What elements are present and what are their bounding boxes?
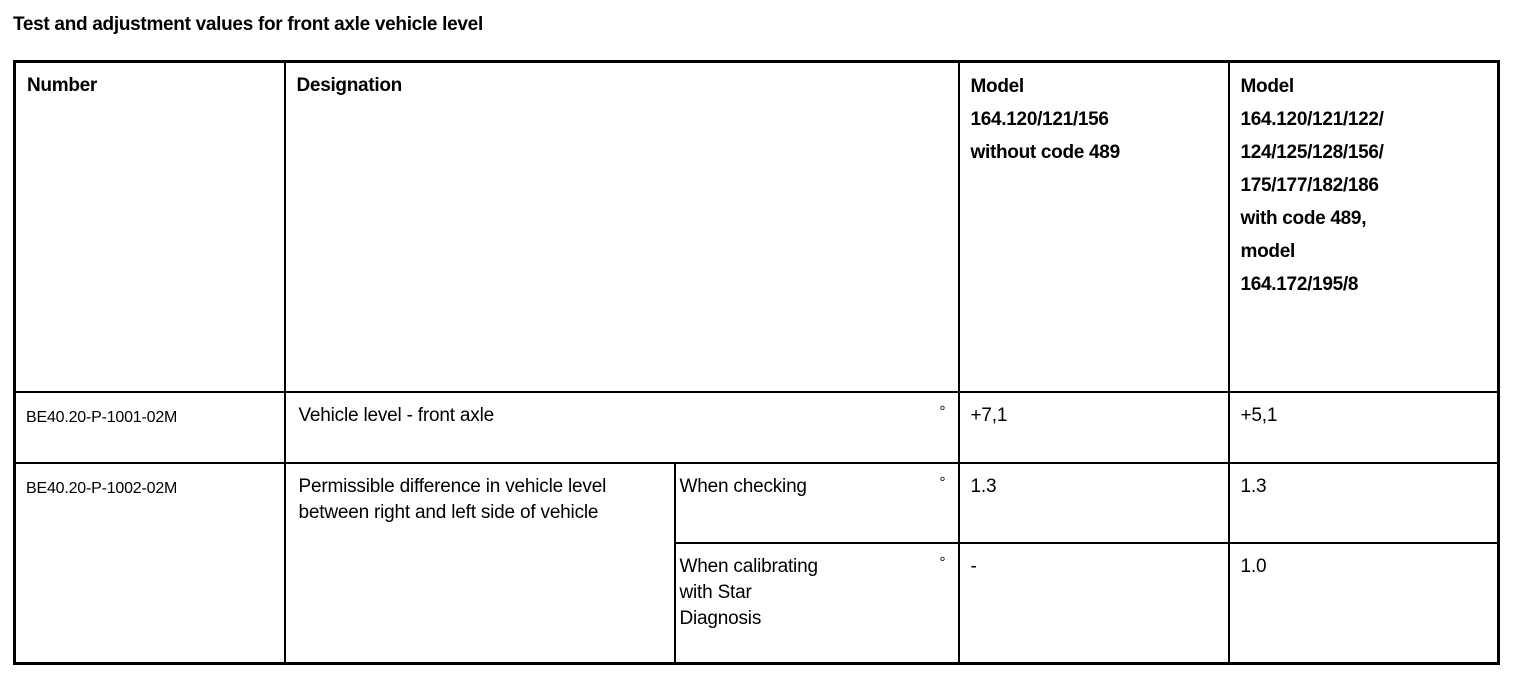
header-designation <box>285 62 959 392</box>
row-condition-cell <box>675 463 959 543</box>
header-designation-label: Designation <box>296 75 402 96</box>
row-model-1-value-cell <box>959 463 1229 543</box>
row-model-2-value: 1.3 <box>1240 475 1267 497</box>
document-title: Test and adjustment values for front axle vehicle level <box>13 14 483 35</box>
row-model-1-value-cell <box>959 392 1229 463</box>
row-number-cell <box>15 392 285 463</box>
header-model-1-line: without code 489 <box>970 142 1120 163</box>
row-model-1-value-cell <box>959 543 1229 664</box>
header-model-2-line: with code 489, <box>1240 208 1367 229</box>
header-model-2-line: 175/177/182/186 <box>1240 175 1379 196</box>
row-condition-cell <box>675 543 959 664</box>
row-model-2-value-cell <box>1229 463 1499 543</box>
table-row <box>15 392 1499 463</box>
header-model-2-line: 164.172/195/8 <box>1240 274 1359 295</box>
header-model-2-line: Model <box>1240 76 1294 97</box>
row-designation: Vehicle level - front axle <box>298 404 494 426</box>
header-model-1 <box>959 62 1229 392</box>
header-number-label: Number <box>27 75 97 96</box>
row-model-2-value-cell <box>1229 392 1499 463</box>
row-model-2-value: 1.0 <box>1240 555 1267 577</box>
header-number <box>15 62 285 392</box>
row-model-1-value: +7,1 <box>970 404 1008 426</box>
table-row <box>15 463 1499 543</box>
unit-degree: ° <box>939 553 946 571</box>
row-number: BE40.20-P-1002-02M <box>26 479 178 497</box>
header-model-2 <box>1229 62 1499 392</box>
row-condition: When checking <box>679 475 807 497</box>
adjustment-values-table <box>13 60 1500 665</box>
row-condition-line: When calibrating <box>679 555 818 577</box>
row-designation-cell <box>285 463 675 664</box>
row-model-1-value: 1.3 <box>970 475 997 497</box>
header-model-2-line: model <box>1240 241 1295 262</box>
header-model-2-line: 164.120/121/122/ <box>1240 109 1384 130</box>
row-designation-line: Permissible difference in vehicle level <box>298 475 607 497</box>
row-condition-line: Diagnosis <box>679 607 762 629</box>
row-designation-cell <box>285 392 959 463</box>
row-model-1-value: - <box>970 555 977 577</box>
row-designation-line: between right and left side of vehicle <box>298 501 599 523</box>
header-model-1-line: 164.120/121/156 <box>970 109 1109 130</box>
row-model-2-value: +5,1 <box>1240 404 1278 426</box>
table-header-row <box>15 62 1499 392</box>
row-condition-line: with Star <box>679 581 752 603</box>
row-number: BE40.20-P-1001-02M <box>26 408 178 426</box>
row-model-2-value-cell <box>1229 543 1499 664</box>
header-model-1-line: Model <box>970 76 1024 97</box>
header-model-2-line: 124/125/128/156/ <box>1240 142 1384 163</box>
row-number-cell <box>15 463 285 664</box>
unit-degree: ° <box>939 402 946 420</box>
unit-degree: ° <box>939 473 946 491</box>
